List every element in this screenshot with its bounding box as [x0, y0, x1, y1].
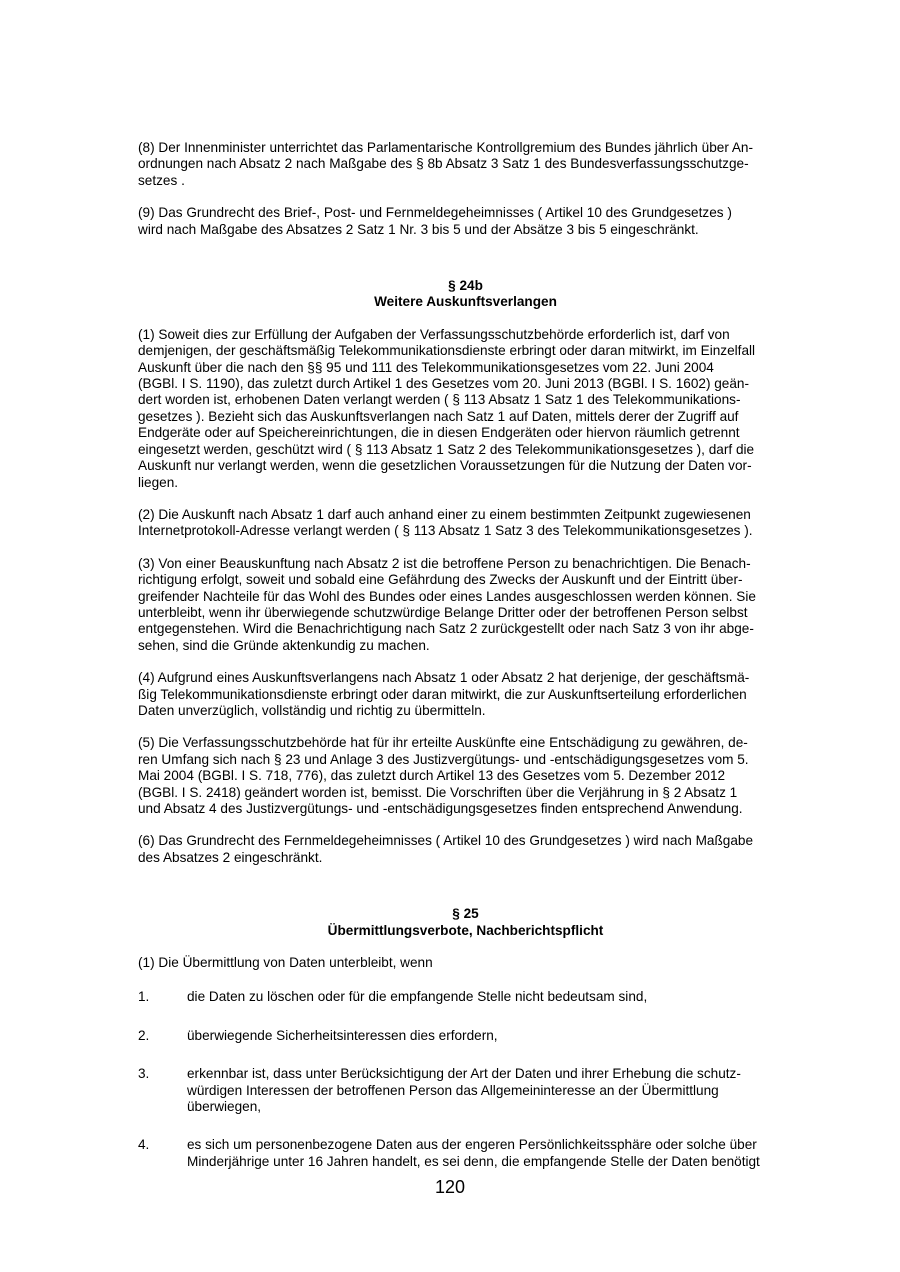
- list-number: 1.: [138, 989, 150, 1005]
- document-body: [138, 140, 793, 1170]
- section-heading-24b: [138, 278, 793, 311]
- section-24b-paragraph-6: (6) Das Grundrecht des Fernmeldegeheimnisses ( Artikel 10 des Grundgesetzes ) wird nach Maßgabe des Absatzes 2 eingeschränkt.: [138, 833, 754, 865]
- section-title: Übermittlungsverbote, Nachberichtspflicht: [327, 922, 604, 938]
- section-24b-paragraph-2: (2) Die Auskunft nach Absatz 1 darf auch anhand einer zu einem bestimmten Zeitpunkt zugewiesenen Internetprotokoll-Adresse verlangt werden ( § 113 Absatz 1 Satz 3 des Telekommunikationsgesetzes ).: [138, 506, 753, 539]
- paragraph-9: (9) Das Grundrecht des Brief-, Post- und Fernmeldegeheimnisses ( Artikel 10 des Grundgesetzes ) wird nach Maßgabe des Absatzes 2 Satz 1 Nr. 3 bis 5 und der Absätze 3 bis 5 eingeschränkt.: [138, 205, 732, 237]
- section-number: § 25: [452, 906, 479, 922]
- list-text: die Daten zu löschen oder für die empfangende Stelle nicht bedeutsam sind,: [187, 989, 648, 1005]
- list-number: 3.: [138, 1066, 150, 1082]
- section-number: § 24b: [448, 278, 483, 294]
- section-24b-paragraph-3: (3) Von einer Beauskunftung nach Absatz 2 ist die betroffene Person zu benachrichtigen. Die Benach- richtigung erfolgt, soweit und sobald eine Gefährdung des Zwecks der Auskunft und der Eintritt über- greifender Nachteile für das Wohl des Bundes oder eines Landes ausgeschlossen werden können. Sie unterbleibt, wenn ihr überwiegende schutzwürdige Belange Dritter oder der betroffenen Person selbst entgegenstehen. Wird die Benachrichtigung nach Satz 2 zurückgestellt oder nach Satz 3 von ihr abge- sehen, sind die Gründe aktenkundig zu machen.: [138, 555, 756, 653]
- section-title: Weitere Auskunftsverlangen: [374, 294, 557, 310]
- section-24b-paragraph-5: (5) Die Verfassungsschutzbehörde hat für ihr erteilte Auskünfte eine Entschädigung zu gewähren, de- ren Umfang sich nach § 23 und Anlage 3 des Justizvergütungs- und -entschädigungsgesetzes vom 5. Mai 2004 (BGBl. I S. 718, 776), das zuletzt durch Artikel 13 des Gesetzes vom 5. Dezember 2012 (BGBl. I S. 2418) geändert worden ist, bemisst. Die Vorschriften über die Verjährung in § 2 Absatz 1 und Absatz 4 des Justizvergütungs- und -entschädigungsgesetzes finden entsprechend Anwendung.: [138, 735, 749, 816]
- list-text: überwiegende Sicherheitsinteressen dies erfordern,: [187, 1027, 498, 1043]
- section-25-intro: (1) Die Übermittlung von Daten unterbleibt, wenn: [138, 955, 433, 971]
- list-item: [138, 1028, 793, 1044]
- list-item: [138, 989, 793, 1005]
- section-24b-paragraph-4: (4) Aufgrund eines Auskunftsverlangens nach Absatz 1 oder Absatz 2 hat derjenige, der geschäftsmä- ßig Telekommunikationsdienste erbringt oder daran mitwirkt, die zur Auskunftserteilung erforderlichen Daten unverzüglich, vollständig und richtig zu übermitteln.: [138, 670, 750, 718]
- list-number: 4.: [138, 1137, 150, 1153]
- list-item: [138, 1066, 793, 1115]
- section-heading-25: [138, 906, 793, 939]
- list-number: 2.: [138, 1027, 150, 1043]
- list-item: [138, 1137, 793, 1170]
- page-number: 120: [434, 1177, 466, 1197]
- section-24b-paragraph-1: (1) Soweit dies zur Erfüllung der Aufgaben der Verfassungsschutzbehörde erforderlich ist, darf von demjenigen, der geschäftsmäßig Telekommunikationsdienste erbringt oder daran mitwirkt, im Einzelfall Auskunft über die nach den §§ 95 und 111 des Telekommunikationsgesetzes vom 22. Juni 2004 (BGBl. I S. 1190), das zuletzt durch Artikel 1 des Gesetzes vom 20. Juni 2013 (BGBl. I S. 1602) geän- dert worden ist, erhobenen Daten verlangt werden ( § 113 Absatz 1 Satz 1 des Telekommunikations- gesetzes ). Bezieht sich das Auskunftsverlangen nach Satz 1 auf Daten, mittels derer der Zugriff auf Endgeräte oder auf Speichereinrichtungen, die in diesen Endgeräten oder hiervon räumlich getrennt eingesetzt werden, geschützt wird ( § 113 Absatz 1 Satz 2 des Telekommunikationsgesetzes ), darf die Auskunft nur verlangt werden, wenn die gesetzlichen Voraussetzungen für die Nutzung der Daten vor- liegen.: [138, 326, 756, 490]
- list-text: es sich um personenbezogene Daten aus der engeren Persönlichkeitssphäre oder solche über Minderjährige unter 16 Jahren handelt, es sei denn, die empfangende Stelle der Daten benötigt: [187, 1137, 760, 1169]
- list-text: erkennbar ist, dass unter Berücksichtigung der Art der Daten und ihrer Erhebung die schutz- würdigen Interessen der betroffenen Person das Allgemeininteresse an der Übermittlung überwiegen,: [187, 1066, 741, 1115]
- paragraph-8: (8) Der Innenminister unterrichtet das Parlamentarische Kontrollgremium des Bundes jährlich über An- ordnungen nach Absatz 2 nach Maßgabe des § 8b Absatz 3 Satz 1 des Bundesverfassungsschutzge- setzes .: [138, 140, 754, 188]
